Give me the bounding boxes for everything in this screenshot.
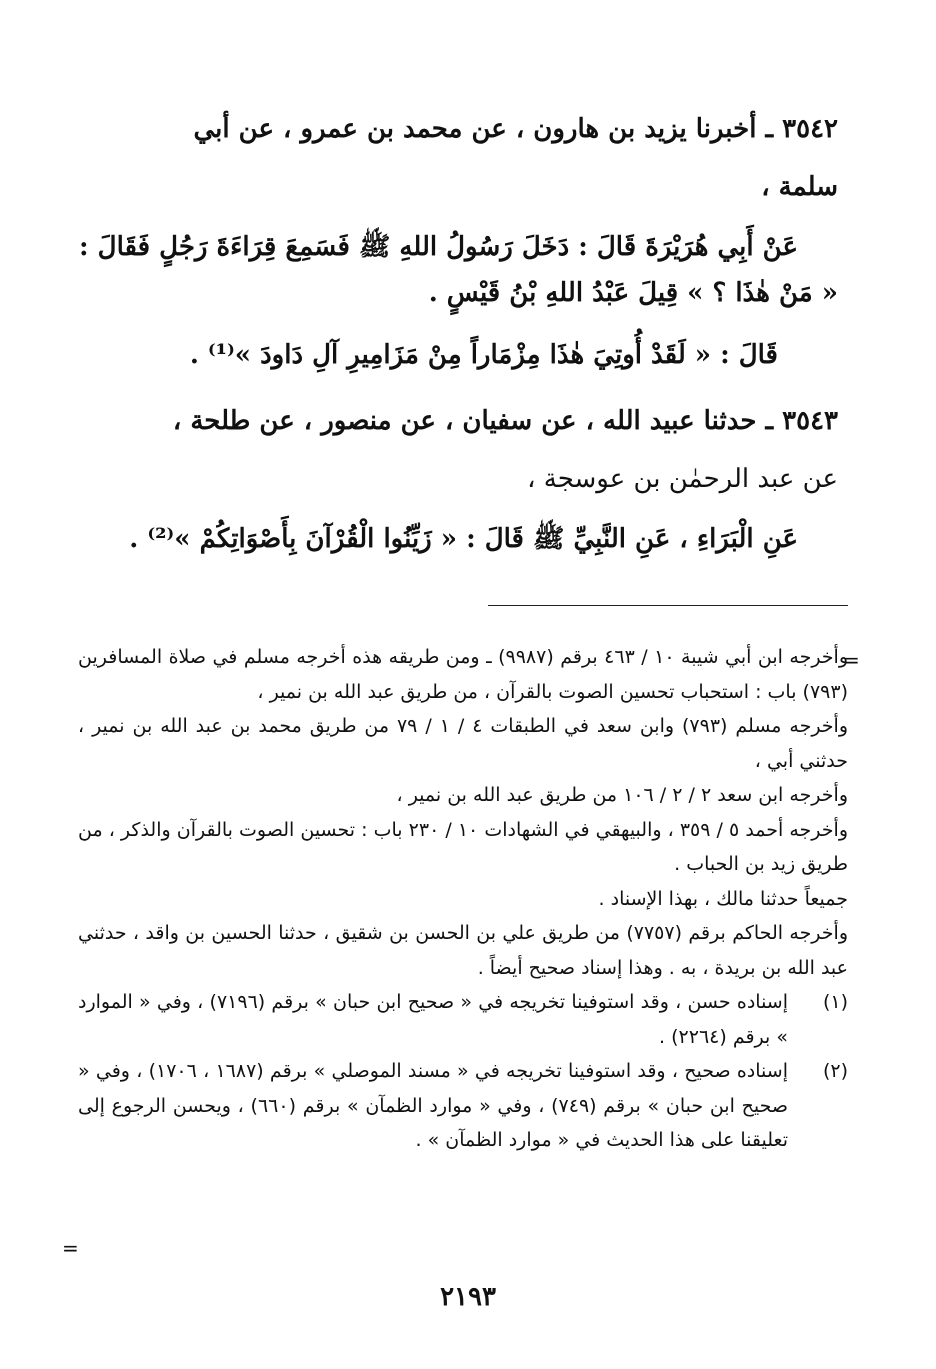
footnote-2: [78, 1054, 848, 1158]
end-continuation-mark: =: [62, 1236, 79, 1260]
footnote-1: [78, 985, 848, 1054]
footnote-cont-3: وأخرجه ابن سعد ٢ / ٢ / ١٠٦ من طريق عبد الله بن نمير ،: [396, 784, 848, 806]
footnote-cont-1: وأخرجه ابن أبي شيبة ١٠ / ٤٦٣ برقم (٩٩٨٧) ـ ومن طريقه هذه أخرجه مسلم في صلاة المسافرين (٧٩٣) باب : استحباب تحسين الصوت بالقرآن ، من طريق عبد الله بن نمير ،: [78, 646, 848, 703]
hadith-3543-isnad: [78, 392, 838, 508]
footnote-cont-4: وأخرجه أحمد ٥ / ٣٥٩ ، والبيهقي في الشهادات ١٠ / ٢٣٠ باب : تحسين الصوت بالقرآن والذكر ، من طريق زيد بن الحباب .: [78, 818, 848, 875]
hadith-3542-matn-line3: قَالَ : « لَقَدْ أُوتِيَ هٰذَا مِزْمَاراً مِنْ مَزَامِيرِ آلِ دَاودَ »⁽¹⁾ .: [189, 340, 778, 370]
hadith-3542-isnad: [78, 100, 838, 216]
continuation-mark: =: [843, 648, 860, 672]
footnote-1-text: إسناده حسن ، وقد استوفينا تخريجه في « صحيح ابن حبان » برقم (٧١٩٦) ، وفي « الموارد » برقم (٢٢٦٤) .: [78, 991, 788, 1048]
footnote-2-marker: (٢): [822, 1060, 848, 1082]
footnote-1-marker: (١): [822, 991, 848, 1013]
hadith-3543-isnad-line2: عن عبد الرحمٰن بن عوسجة ،: [527, 464, 838, 494]
footnote-2-text: إسناده صحيح ، وقد استوفينا تخريجه في « مسند الموصلي » برقم (١٦٨٧ ، ١٧٠٦) ، وفي « صحيح ابن حبان » برقم (٧٤٩) ، وفي « موارد الظمآن » برقم (٦٦٠) ، ويحسن الرجوع إلى تعليقنا على هذا الحديث في « موارد الظمآن » .: [78, 1060, 788, 1151]
main-text: [78, 100, 838, 570]
hadith-3543-matn-line1: عَنِ الْبَرَاءِ ، عَنِ النَّبِيِّ ﷺ قَالَ : « زَيِّنُوا الْقُرْآنَ بِأَصْوَاتِكُمْ »⁽²⁾ .: [129, 524, 798, 554]
hadith-3543-isnad-line1: ٣٥٤٣ ـ حدثنا عبيد الله ، عن سفيان ، عن منصور ، عن طلحة ،: [172, 406, 838, 436]
footnotes: [78, 640, 848, 1158]
hadith-3542-matn-line1: عَنْ أَبِي هُرَيْرَةَ قَالَ : دَخَلَ رَسُولُ اللهِ ﷺ فَسَمِعَ قِرَاءَةَ رَجُلٍ فَقَالَ :: [79, 232, 798, 262]
hadith-3542-isnad-line1: ٣٥٤٢ ـ أخبرنا يزيد بن هارون ، عن محمد بن عمرو ، عن أبي: [193, 114, 838, 144]
footnote-cont-2: وأخرجه مسلم (٧٩٣) وابن سعد في الطبقات ٤ / ١ / ٧٩ من طريق محمد بن عبد الله بن نمير ، حدثني أبي ،: [78, 715, 849, 772]
footnote-cont-5: جميعاً حدثنا مالك ، بهذا الإسناد .: [598, 887, 848, 910]
footnote-separator: [488, 605, 848, 606]
page-number: ٢١٩٣: [440, 1282, 496, 1312]
hadith-3542-matn-line2: « مَنْ هٰذَا ؟ » قِيلَ عَبْدُ اللهِ بْنُ قَيْسٍ .: [428, 278, 838, 308]
footnote-cont-6: وأخرجه الحاكم برقم (٧٧٥٧) من طريق علي بن الحسن بن شقيق ، حدثنا الحسين بن واقد ، حدثني عبد الله بن بريدة ، به . وهذا إسناد صحيح أيضاً .: [78, 922, 848, 979]
hadith-3542-isnad-line2: سلمة ،: [761, 172, 838, 202]
